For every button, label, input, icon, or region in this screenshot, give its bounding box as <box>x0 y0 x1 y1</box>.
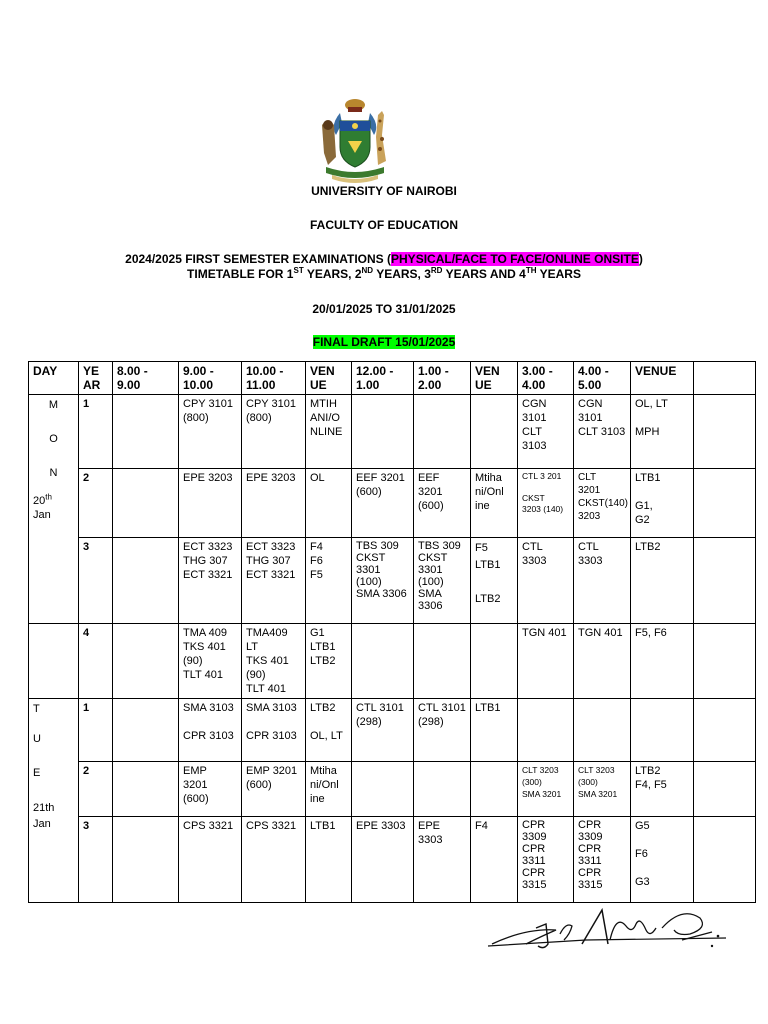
slot-8am <box>113 469 179 538</box>
table-row <box>29 469 756 538</box>
slot-4pm: CLT 3201 CKST(140) 3203 <box>574 469 631 538</box>
year-cell: 1 <box>79 699 113 762</box>
day-letter: N <box>49 467 58 479</box>
handwritten-signature <box>486 900 730 956</box>
col-header-day: DAY <box>29 362 79 395</box>
timetable-text-4: YEARS AND 4 <box>442 267 526 281</box>
venue-1: G1 LTB1 LTB2 <box>306 624 352 699</box>
venue-1: LTB2 OL, LT <box>306 699 352 762</box>
venue-2 <box>471 395 518 469</box>
exam-dates: 20/01/2025 TO 31/01/2025 <box>312 302 456 316</box>
venue-1: Mtiha ni/Onl ine <box>306 762 352 817</box>
timetable-text-1: TIMETABLE FOR 1 <box>187 267 294 281</box>
timetable-text-3: YEARS, 3 <box>373 267 431 281</box>
slot-10am: TMA409 LT TKS 401 (90) TLT 401 <box>242 624 306 699</box>
slot-3pm: CPR 3309 CPR 3311 CPR 3315 <box>518 817 574 903</box>
col-header-3pm: 3.00 - 4.00 <box>518 362 574 395</box>
table-row <box>29 395 756 469</box>
extra-cell <box>694 395 756 469</box>
day-letter: U <box>33 733 41 745</box>
exam-title <box>0 252 768 266</box>
year-cell: 2 <box>79 469 113 538</box>
venue-3: F5, F6 <box>631 624 694 699</box>
ordinal-th: TH <box>525 266 537 275</box>
extra-cell <box>694 469 756 538</box>
venue-3: LTB1 G1, G2 <box>631 469 694 538</box>
venue-2 <box>471 762 518 817</box>
table-row <box>29 817 756 903</box>
slot-10am: ECT 3323 THG 307 ECT 3321 <box>242 538 306 624</box>
slot-8am <box>113 624 179 699</box>
draft-label <box>0 335 768 349</box>
slot-10am: EMP 3201 (600) <box>242 762 306 817</box>
venue-2: Mtiha ni/Onl ine <box>471 469 518 538</box>
table-row <box>29 624 756 699</box>
venue-2: F5 LTB1 LTB2 <box>471 538 518 624</box>
slot-12pm: EPE 3303 <box>352 817 414 903</box>
slot-3pm: TGN 401 <box>518 624 574 699</box>
day-date <box>33 494 74 508</box>
venue-1: MTIH ANI/O NLINE <box>306 395 352 469</box>
slot-9am: CPY 3101 (800) <box>179 395 242 469</box>
slot-8am <box>113 699 179 762</box>
day-cell-tuesday <box>29 699 79 903</box>
slot-1pm <box>414 395 471 469</box>
slot-1pm <box>414 762 471 817</box>
venue-2 <box>471 624 518 699</box>
col-header-8am: 8.00 - 9.00 <box>113 362 179 395</box>
venue-1: LTB1 <box>306 817 352 903</box>
slot-8am <box>113 538 179 624</box>
slot-4pm: CPR 3309 CPR 3311 CPR 3315 <box>574 817 631 903</box>
col-header-10am: 10.00 - 11.00 <box>242 362 306 395</box>
extra-cell <box>694 538 756 624</box>
timetable-line <box>0 267 768 281</box>
venue-2: LTB1 <box>471 699 518 762</box>
slot-4pm: CTL 3303 <box>574 538 631 624</box>
slot-9am: SMA 3103 CPR 3103 <box>179 699 242 762</box>
day-cell-monday <box>29 395 79 624</box>
col-header-12pm: 12.00 - 1.00 <box>352 362 414 395</box>
slot-9am: EMP 3201 (600) <box>179 762 242 817</box>
slot-9am: ECT 3323 THG 307 ECT 3321 <box>179 538 242 624</box>
exam-mode-highlight: PHYSICAL/FACE TO FACE/ONLINE ONSITE <box>391 252 639 266</box>
slot-12pm <box>352 762 414 817</box>
venue-3: OL, LT MPH <box>631 395 694 469</box>
col-header-venue-3: VENUE <box>631 362 694 395</box>
extra-cell <box>694 762 756 817</box>
col-header-year: YE AR <box>79 362 113 395</box>
ordinal-st: ST <box>293 266 304 275</box>
slot-3pm: CLT 3203 (300) SMA 3201 <box>518 762 574 817</box>
slot-1pm: EEF 3201 (600) <box>414 469 471 538</box>
table-row <box>29 538 756 624</box>
slot-10am: CPY 3101 (800) <box>242 395 306 469</box>
slot-9am: CPS 3321 <box>179 817 242 903</box>
year-cell: 3 <box>79 817 113 903</box>
year-cell: 3 <box>79 538 113 624</box>
col-header-4pm: 4.00 - 5.00 <box>574 362 631 395</box>
slot-12pm: TBS 309 CKST 3301 (100) SMA 3306 <box>352 538 414 624</box>
slot-12pm <box>352 395 414 469</box>
slot-4pm: CLT 3203 (300) SMA 3201 <box>574 762 631 817</box>
year-cell: 4 <box>79 624 113 699</box>
slot-12pm <box>352 624 414 699</box>
col-header-venue-2: VEN UE <box>471 362 518 395</box>
slot-10am: SMA 3103 CPR 3103 <box>242 699 306 762</box>
university-name: UNIVERSITY OF NAIROBI <box>311 184 457 198</box>
table-row <box>29 762 756 817</box>
day-letter: T <box>33 703 40 715</box>
year-cell: 1 <box>79 395 113 469</box>
venue-1: F4 F6 F5 <box>306 538 352 624</box>
slot-8am <box>113 395 179 469</box>
exam-title-suffix: ) <box>638 252 643 266</box>
day-date: 21th Jan <box>33 802 55 830</box>
day-cell-empty <box>29 624 79 699</box>
extra-cell <box>694 817 756 903</box>
slot-8am <box>113 762 179 817</box>
timetable-text-2: YEARS, 2 <box>303 267 362 281</box>
slot-1pm <box>414 624 471 699</box>
faculty-name: FACULTY OF EDUCATION <box>310 218 458 232</box>
day-date-number: 20 <box>33 495 46 507</box>
slot-12pm: CTL 3101 (298) <box>352 699 414 762</box>
university-crest-logo <box>318 95 392 183</box>
slot-10am: EPE 3203 <box>242 469 306 538</box>
venue-3: G5 F6 G3 <box>631 817 694 903</box>
extra-cell <box>694 699 756 762</box>
venue-1: OL <box>306 469 352 538</box>
extra-cell <box>694 624 756 699</box>
slot-4pm: TGN 401 <box>574 624 631 699</box>
col-header-extra <box>694 362 756 395</box>
final-draft-badge: FINAL DRAFT 15/01/2025 <box>312 335 456 349</box>
ordinal-nd: ND <box>361 266 374 275</box>
slot-4pm: CGN 3101 CLT 3103 <box>574 395 631 469</box>
venue-3: LTB2 F4, F5 <box>631 762 694 817</box>
exam-title-prefix: 2024/2025 FIRST SEMESTER EXAMINATIONS ( <box>125 252 392 266</box>
table-header-row <box>29 362 756 395</box>
ordinal-rd: RD <box>430 266 443 275</box>
slot-8am <box>113 817 179 903</box>
slot-4pm <box>574 699 631 762</box>
venue-3 <box>631 699 694 762</box>
timetable-text-5: YEARS <box>536 267 581 281</box>
day-date-ordinal: th <box>45 492 52 502</box>
slot-3pm: CTL 3 201 CKST 3203 (140) <box>518 469 574 538</box>
year-cell: 2 <box>79 762 113 817</box>
col-header-1pm: 1.00 - 2.00 <box>414 362 471 395</box>
slot-10am: CPS 3321 <box>242 817 306 903</box>
slot-3pm <box>518 699 574 762</box>
slot-1pm: TBS 309 CKST 3301 (100) SMA 3306 <box>414 538 471 624</box>
day-letter: M <box>48 399 59 411</box>
slot-3pm: CTL 3303 <box>518 538 574 624</box>
slot-3pm: CGN 3101 CLT 3103 <box>518 395 574 469</box>
slot-9am: EPE 3203 <box>179 469 242 538</box>
table-row <box>29 699 756 762</box>
venue-3: LTB2 <box>631 538 694 624</box>
slot-12pm: EEF 3201 (600) <box>352 469 414 538</box>
slot-1pm: CTL 3101 (298) <box>414 699 471 762</box>
exam-timetable <box>28 361 756 903</box>
venue-2: F4 <box>471 817 518 903</box>
day-letter: O <box>49 433 58 445</box>
col-header-venue-1: VEN UE <box>306 362 352 395</box>
col-header-9am: 9.00 - 10.00 <box>179 362 242 395</box>
slot-1pm: EPE 3303 <box>414 817 471 903</box>
slot-9am: TMA 409 TKS 401 (90) TLT 401 <box>179 624 242 699</box>
day-date-month: Jan <box>33 509 51 521</box>
day-letter: E <box>33 767 41 779</box>
